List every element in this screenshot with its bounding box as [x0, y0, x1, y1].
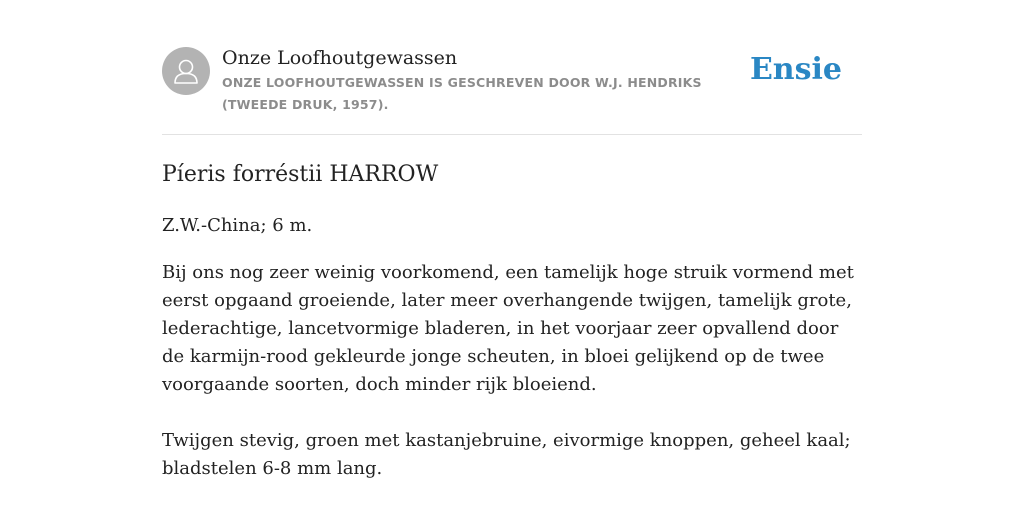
source-title[interactable]: Onze Loofhoutgewassen [222, 47, 458, 69]
brand-logo[interactable]: Ensie [749, 52, 842, 87]
entry-paragraph: Z.W.-China; 6 m. [162, 215, 313, 236]
entry-title: Píeris forréstii HARROW [162, 162, 439, 187]
source-description: ONZE LOOFHOUTGEWASSEN IS GESCHREVEN DOOR W.J. HENDRIKS (TWEEDE DRUK, 1957). [222, 75, 702, 112]
entry-paragraph: Twijgen stevig, groen met kastanjebruine, eivormige knoppen, geheel kaal; bladstelen 6-8 mm lang. [162, 430, 851, 479]
entry-body [162, 212, 862, 502]
source-header [162, 0, 862, 135]
entry-paragraph: Bij ons nog zeer weinig voorkomend, een tamelijk hoge struik vormend met eerst opgaand groeiende, later meer overhangende twijgen, tamelijk grote, lederachtige, lancetvormige bladeren, in het voorjaar zeer opvallend door de karmijn-rood gekleurde jonge scheuten, in bloei gelijkend op de twee voorgaande soorten, doch minder rijk bloeiend. [162, 262, 854, 395]
page-container [162, 0, 862, 479]
user-silhouette-icon [162, 47, 210, 95]
